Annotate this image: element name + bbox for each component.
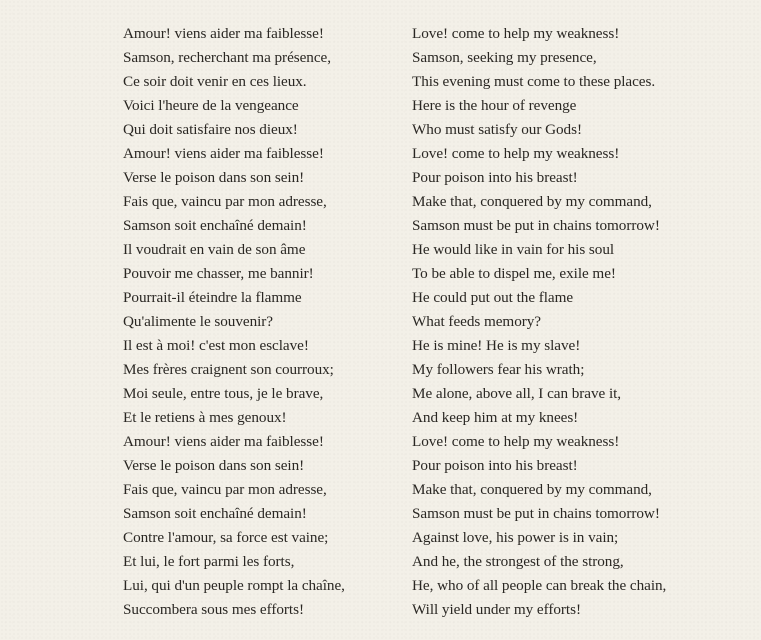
- english-line: Against love, his power is in vain;: [412, 529, 619, 546]
- english-line: Make that, conquered by my command,: [412, 481, 652, 498]
- french-line: Amour! viens aider ma faiblesse!: [123, 145, 324, 162]
- french-line: Amour! viens aider ma faiblesse!: [123, 25, 324, 42]
- english-line: And he, the strongest of the strong,: [412, 553, 624, 570]
- english-line: What feeds memory?: [412, 313, 541, 330]
- french-line: Il est à moi! c'est mon esclave!: [123, 337, 309, 354]
- english-line: He could put out the flame: [412, 289, 574, 306]
- french-line: Verse le poison dans son sein!: [123, 169, 305, 186]
- french-line: Samson soit enchaîné demain!: [123, 217, 307, 234]
- french-line: Qui doit satisfaire nos dieux!: [123, 121, 298, 138]
- french-line: Voici l'heure de la vengeance: [123, 97, 299, 114]
- english-line: Love! come to help my weakness!: [412, 145, 620, 162]
- french-line: Succombera sous mes efforts!: [123, 601, 304, 618]
- french-line: Et le retiens à mes genoux!: [123, 409, 287, 426]
- french-line: Ce soir doit venir en ces lieux.: [123, 73, 307, 90]
- french-line: Lui, qui d'un peuple rompt la chaîne,: [123, 577, 345, 594]
- french-line: Qu'alimente le souvenir?: [123, 313, 273, 330]
- english-line: He is mine! He is my slave!: [412, 337, 581, 354]
- english-line: This evening must come to these places.: [412, 73, 656, 90]
- english-line: Will yield under my efforts!: [412, 601, 581, 618]
- english-line: Here is the hour of revenge: [412, 97, 577, 114]
- french-line: Pouvoir me chasser, me bannir!: [123, 265, 314, 282]
- english-translation-column: [412, 22, 742, 622]
- english-line: Love! come to help my weakness!: [412, 25, 620, 42]
- english-line: Me alone, above all, I can brave it,: [412, 385, 622, 402]
- english-line: Samson must be put in chains tomorrow!: [412, 505, 660, 522]
- french-line: Et lui, le fort parmi les forts,: [123, 553, 295, 570]
- french-lyrics-column: [123, 22, 393, 622]
- english-line: My followers fear his wrath;: [412, 361, 585, 378]
- english-line: Pour poison into his breast!: [412, 457, 578, 474]
- french-line: Il voudrait en vain de son âme: [123, 241, 306, 258]
- french-line: Pourrait-il éteindre la flamme: [123, 289, 302, 306]
- french-line: Fais que, vaincu par mon adresse,: [123, 193, 327, 210]
- french-line: Samson soit enchaîné demain!: [123, 505, 307, 522]
- english-line: Who must satisfy our Gods!: [412, 121, 582, 138]
- french-line: Moi seule, entre tous, je le brave,: [123, 385, 324, 402]
- english-line: Make that, conquered by my command,: [412, 193, 652, 210]
- english-line: Samson must be put in chains tomorrow!: [412, 217, 660, 234]
- english-line: Pour poison into his breast!: [412, 169, 578, 186]
- english-line: He would like in vain for his soul: [412, 241, 615, 258]
- french-line: Contre l'amour, sa force est vaine;: [123, 529, 329, 546]
- french-line: Fais que, vaincu par mon adresse,: [123, 481, 327, 498]
- english-line: He, who of all people can break the chain,: [412, 577, 667, 594]
- french-line: Mes frères craignent son courroux;: [123, 361, 334, 378]
- french-line: Samson, recherchant ma présence,: [123, 49, 331, 66]
- french-line: Verse le poison dans son sein!: [123, 457, 305, 474]
- english-line: Samson, seeking my presence,: [412, 49, 597, 66]
- english-line: To be able to dispel me, exile me!: [412, 265, 616, 282]
- english-line: Love! come to help my weakness!: [412, 433, 620, 450]
- english-line: And keep him at my knees!: [412, 409, 579, 426]
- french-line: Amour! viens aider ma faiblesse!: [123, 433, 324, 450]
